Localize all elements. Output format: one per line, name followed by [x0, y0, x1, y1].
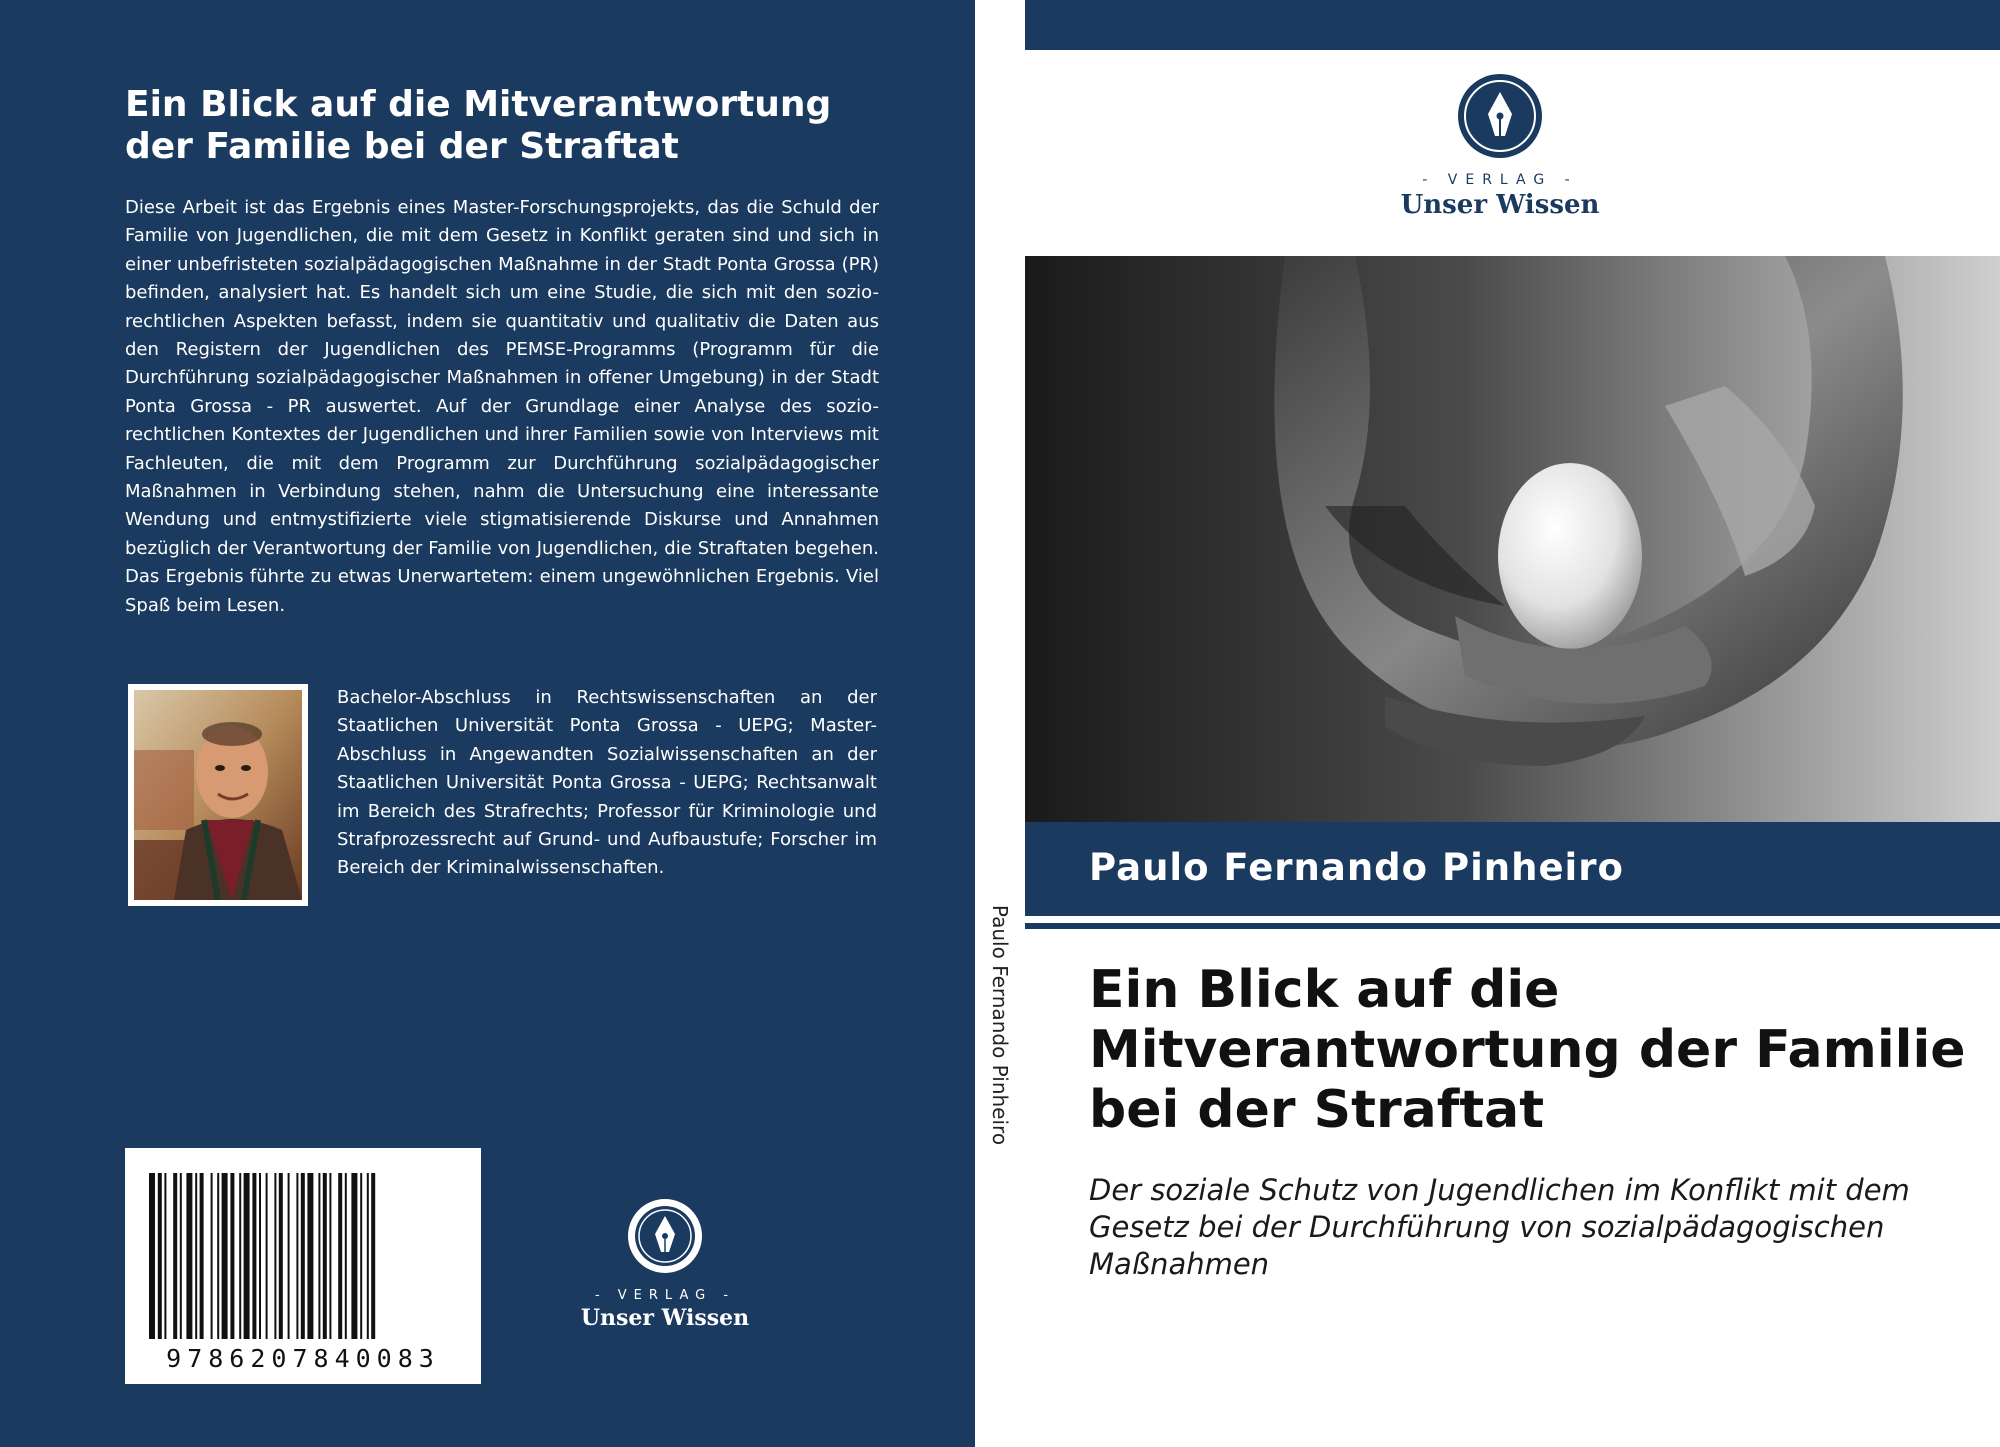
- front-author-name: Paulo Fernando Pinheiro: [1089, 846, 1624, 889]
- barcode-bar: [149, 1173, 155, 1339]
- isbn-barcode: [125, 1148, 481, 1384]
- publisher-verlag-label: - VERLAG -: [1422, 172, 1578, 188]
- fountain-pen-nib-icon: [1456, 72, 1544, 160]
- publisher-verlag-label: - VERLAG -: [594, 1288, 736, 1303]
- barcode-bar: [173, 1173, 177, 1339]
- barcode-bar: [279, 1173, 283, 1339]
- barcode-bar: [345, 1173, 347, 1339]
- spine-author: Paulo Fernando Pinheiro: [988, 904, 1012, 1146]
- publisher-brand-name: Unser Wissen: [580, 1305, 750, 1331]
- front-top-bar: [1025, 0, 2000, 50]
- barcode-bar: [252, 1173, 256, 1339]
- publisher-logo-back: [570, 1196, 760, 1331]
- back-cover: [0, 0, 975, 1447]
- barcode-bar: [307, 1173, 313, 1339]
- barcode-bar: [360, 1173, 362, 1339]
- barcode-bar: [329, 1173, 331, 1339]
- barcode-bar: [230, 1173, 234, 1339]
- barcode-bar: [211, 1173, 213, 1339]
- publisher-logo-front: [1400, 72, 1600, 220]
- barcode-bar: [195, 1173, 197, 1339]
- barcode-bar: [180, 1173, 182, 1339]
- fountain-pen-nib-icon: [625, 1196, 705, 1276]
- front-cover-subtitle: Der soziale Schutz von Jugendlichen im Konflikt mit dem Gesetz bei der Durchführung von sozialpädagogischen Maßnahmen: [1089, 1173, 1910, 1281]
- barcode-bars: [145, 1173, 461, 1339]
- back-cover-title: Ein Blick auf die Mitverantwortung der Familie bei der Straftat: [125, 84, 832, 167]
- back-cover-blurb: Diese Arbeit ist das Ergebnis eines Master-Forschungsprojekts, das die Schuld der Familie von Jugendlichen, die mit dem Gesetz in Konflikt geraten sind und sich in einer unbefristeten sozialpädagogischen Maßnahme in der Stadt Ponta Grossa (PR) befinden, analysiert hat. Es handelt sich um eine Studie, die sich mit den sozio-rechtlichen Aspekten befasst, indem sie quantitativ und qualitativ die Daten aus den Registern der Jugendlichen des PEMSE-Programms (Programm für die Durchführung sozialpädagogischer Maßnahmen in offener Umgebung) in der Stadt Ponta Grossa - PR auswertet. Auf der Grundlage einer Analyse des sozio-rechtlichen Kontextes der Jugendlichen und ihrer Familien sowie von Interviews mit Fachleuten, die mit dem Programm zur Durchführung sozialpädagogischer Maßnahmen in Verbindung stehen, nahm die Untersuchung eine interessante Wendung und entmystifizierte viele stigmatisierende Diskurse und Annahmen bezüglich der Verantwortung der Familie von Jugendlichen, die Straftaten begehen. Das Ergebnis führte zu etwas Unerwartetem: einem ungewöhnlichen Ergebnis. Viel Spaß beim Lesen.: [125, 197, 879, 616]
- barcode-bar: [217, 1173, 219, 1339]
- barcode-bar: [259, 1173, 261, 1339]
- hands-holding-egg-image: [1025, 256, 2000, 822]
- barcode-bar: [222, 1173, 228, 1339]
- barcode-bar: [239, 1173, 241, 1339]
- barcode-bar: [367, 1173, 369, 1339]
- author-photo: [128, 684, 308, 906]
- barcode-bar: [338, 1173, 342, 1339]
- author-bio: Bachelor-Abschluss in Rechtswissenschaften an der Staatlichen Universität Ponta Grossa - UEPG; Master-Abschluss in Angewandten Sozialwissenschaften an der Staatlichen Universität Ponta Grossa - UEPG; Rechtsanwalt im Bereich des Strafrechts; Professor für Kriminologie und Strafprozessrecht auf Grund- und Aufbaustufe; Forscher im Bereich der Kriminalwissenschaften.: [337, 687, 877, 879]
- publisher-brand-name: Unser Wissen: [1400, 190, 1600, 220]
- barcode-bar: [371, 1173, 375, 1339]
- barcode-bar: [266, 1173, 268, 1339]
- author-band: [1025, 822, 2000, 916]
- author-portrait-image: [134, 690, 302, 900]
- spine: [975, 0, 1025, 1447]
- isbn-number: 9786207840083: [166, 1344, 440, 1373]
- barcode-bar: [200, 1173, 204, 1339]
- barcode-bar: [351, 1173, 357, 1339]
- barcode-bar: [288, 1173, 290, 1339]
- barcode-bar: [323, 1173, 327, 1339]
- barcode-bar: [301, 1173, 305, 1339]
- barcode-bar: [318, 1173, 320, 1339]
- barcode-bar: [274, 1173, 276, 1339]
- barcode-bar: [158, 1173, 162, 1339]
- divider-line: [1025, 923, 2000, 929]
- cover-photo: [1025, 256, 2000, 822]
- barcode-bar: [244, 1173, 250, 1339]
- barcode-bar: [164, 1173, 166, 1339]
- barcode-bar: [186, 1173, 192, 1339]
- front-cover-title: Ein Blick auf die Mitverantwortung der Familie bei der Straftat: [1089, 960, 1966, 1140]
- barcode-bar: [296, 1173, 298, 1339]
